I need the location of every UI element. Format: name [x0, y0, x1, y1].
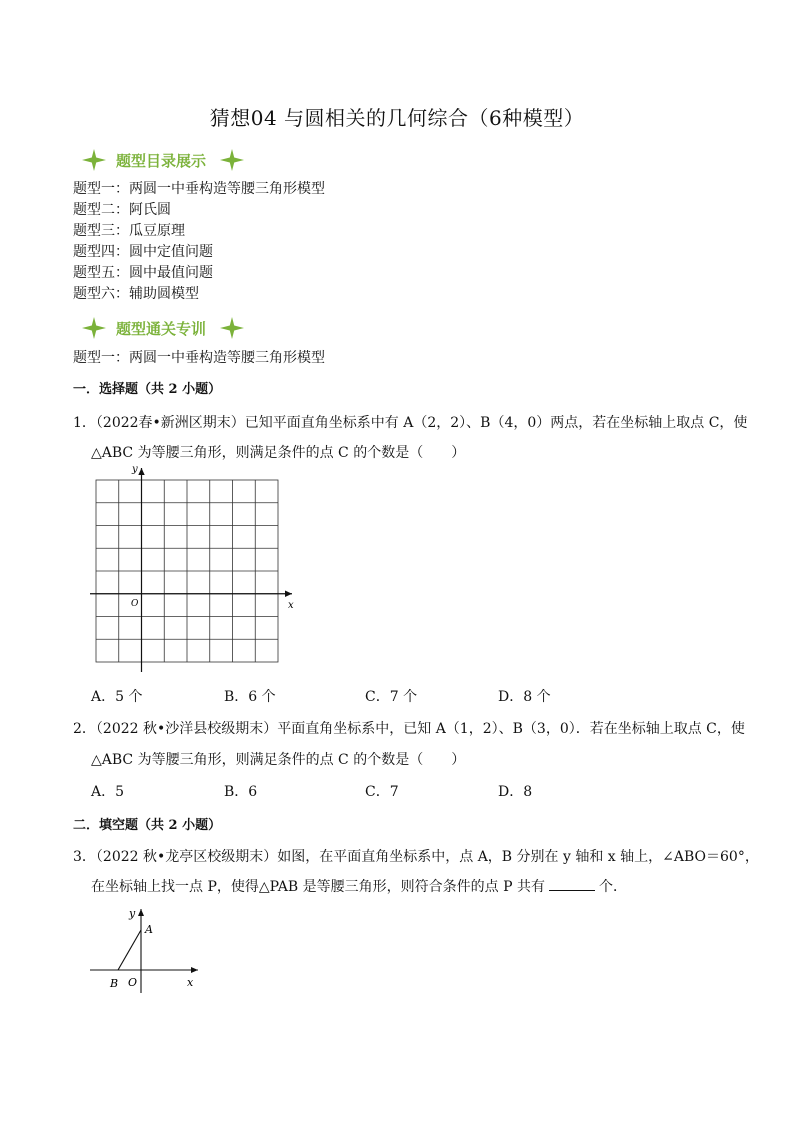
question-2-line-2: △ABC 为等腰三角形，则满足条件的点 C 的个数是（ ）	[91, 752, 466, 768]
toc-item: 题型二：阿氏圆	[73, 202, 171, 218]
question-3-suffix: 个．	[598, 879, 627, 895]
x-axis-arrow	[191, 967, 198, 973]
toc-item: 题型五：圆中最值问题	[73, 265, 213, 281]
part-heading: 一．选择题（共 2 小题）	[73, 382, 222, 397]
toc-item: 题型三：瓜豆原理	[73, 223, 185, 239]
question-2-line-1: 2．（2022 秋•沙洋县校级期末）平面直角坐标系中，已知 A（1，2）、B（3，0）．若在坐标轴上取点 C，使	[73, 721, 745, 737]
origin-label: O	[131, 599, 139, 609]
part-heading: 二．填空题（共 2 小题）	[73, 818, 222, 833]
origin-label: O	[128, 976, 138, 989]
question-1-line-1: 1．（2022春•新洲区期末）已知平面直角坐标系中有 A（2，2）、B（4，0）两点，若在坐标轴上取点 C，使	[73, 415, 748, 431]
x-axis-label: x	[288, 600, 294, 611]
q2-option-a[interactable]: A．5	[91, 784, 125, 800]
sparkle-icon	[82, 149, 106, 171]
q1-option-b[interactable]: B．6 个	[224, 689, 276, 705]
point-a-label: A	[145, 923, 153, 936]
y-axis-arrow	[138, 909, 144, 916]
question-1-line-2: △ABC 为等腰三角形，则满足条件的点 C 的个数是（ ）	[91, 445, 466, 461]
section-label: 题型目录展示	[116, 151, 207, 170]
toc-item: 题型四：圆中定值问题	[73, 244, 213, 260]
triangle-axis-figure	[86, 903, 206, 998]
toc-item: 题型一：两圆一中垂构造等腰三角形模型	[73, 181, 325, 197]
x-axis-arrow	[285, 591, 292, 598]
section-header-practice	[82, 315, 244, 341]
toc-list	[73, 179, 325, 305]
section-label: 题型通关专训	[116, 319, 207, 338]
q1-option-c[interactable]: C．7 个	[365, 689, 418, 705]
sparkle-icon	[220, 149, 244, 171]
q1-option-d[interactable]: D．8 个	[498, 689, 551, 705]
sparkle-icon	[82, 317, 106, 339]
section-header-toc	[82, 147, 244, 173]
y-axis-arrow	[138, 468, 144, 475]
coordinate-grid-figure	[86, 460, 306, 678]
page-title: 猜想04 与圆相关的几何综合（6种模型）	[209, 106, 585, 130]
question-3-text: 在坐标轴上找一点 P，使得△PAB 是等腰三角形，则符合条件的点 P 共有	[91, 879, 545, 895]
question-3-line-1: 3．（2022 秋•龙亭区校级期末）如图，在平面直角坐标系中，点 A，B 分别在 y 轴和 x 轴上，∠ABO＝60°，	[73, 849, 759, 865]
q1-option-a[interactable]: A．5 个	[91, 689, 143, 705]
x-axis-label: x	[187, 976, 194, 989]
segment-ab	[118, 930, 141, 970]
y-axis-label: y	[129, 907, 136, 920]
y-axis-label: y	[132, 464, 138, 475]
sparkle-icon	[220, 317, 244, 339]
type-heading: 题型一：两圆一中垂构造等腰三角形模型	[73, 350, 325, 366]
point-b-label: B	[110, 977, 119, 990]
question-3-line-2	[91, 876, 627, 896]
toc-item: 题型六：辅助圆模型	[73, 286, 199, 302]
q2-option-d[interactable]: D．8	[498, 784, 533, 800]
grid-lines	[96, 480, 278, 662]
q2-option-b[interactable]: B．6	[224, 784, 258, 800]
q2-option-c[interactable]: C．7	[365, 784, 399, 800]
answer-blank[interactable]	[549, 876, 595, 891]
